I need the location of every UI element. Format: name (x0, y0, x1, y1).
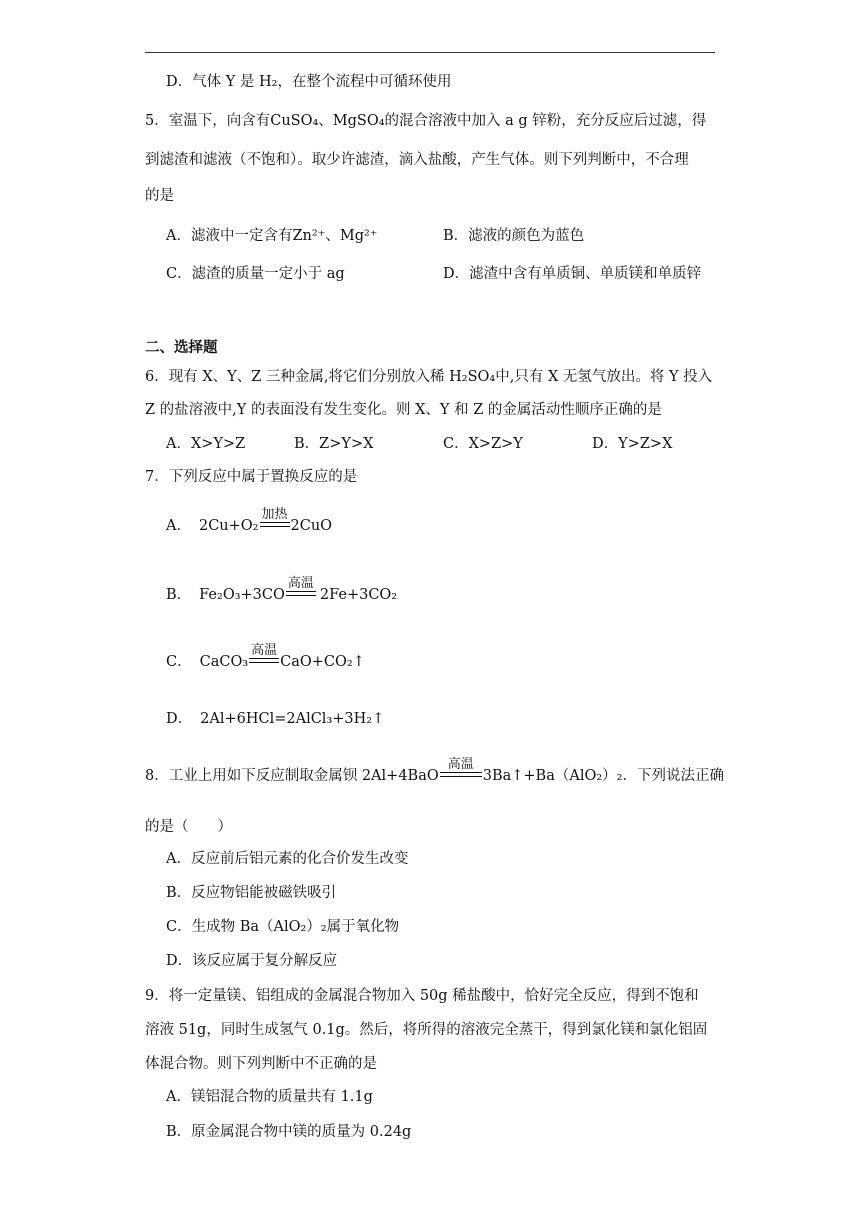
reaction-condition-arrow (286, 576, 316, 601)
q6-option-a[interactable]: A．X>Y>Z (166, 436, 246, 452)
reaction-condition-text: 加热 (261, 507, 288, 522)
section-heading: 二、选择题 (145, 339, 218, 356)
q5-stem-line1: 5．室温下，向含有CuSO₄、MgSO₄的混合溶液中加入 a g 锌粉，充分反应后过滤，得 (145, 113, 707, 129)
reaction-condition-arrow (260, 507, 290, 532)
q5-option-d[interactable]: D．滤渣中含有单质铜、单质镁和单质锌 (443, 266, 702, 282)
q7-option-d-equation: 2Al+6HCl=2AlCl₃+3H₂↑ (200, 711, 385, 727)
q7-stem: 7．下列反应中属于置换反应的是 (145, 469, 358, 485)
q7-option-b-label: B． (166, 587, 192, 603)
reaction-condition-arrow (440, 757, 482, 782)
q6-stem-line2: Z 的盐溶液中,Y 的表面没有发生变化。则 X、Y 和 Z 的金属活动性顺序正确的是 (145, 402, 662, 418)
q7-option-b[interactable] (166, 576, 398, 605)
q7-option-d-label: D． (166, 711, 193, 727)
q9-option-a[interactable]: A．镁铝混合物的质量共有 1.1g (166, 1089, 373, 1105)
q7-option-c-products: CaO+CO₂↑ (280, 654, 365, 670)
q8-stem-left: 8．工业上用如下反应制取金属钡 2Al+4BaO (145, 768, 439, 784)
header-rule (145, 52, 715, 53)
q7-option-a-reactants: 2Cu+O₂ (198, 518, 259, 534)
q8-option-c[interactable]: C．生成物 Ba（AlO₂）₂属于氧化物 (166, 919, 400, 935)
q8-option-d[interactable]: D．该反应属于复分解反应 (166, 953, 338, 969)
q5-option-b[interactable]: B．滤液的颜色为蓝色 (443, 228, 585, 244)
q9-stem-line1: 9．将一定量镁、铝组成的金属混合物加入 50g 稀盐酸中，恰好完全反应，得到不饱和 (145, 988, 699, 1004)
q5-option-c[interactable]: C．滤渣的质量一定小于 ag (166, 266, 345, 282)
q9-stem-line2: 溶液 51g，同时生成氢气 0.1g。然后，将所得的溶液完全蒸干，得到氯化镁和氯化铝固 (145, 1022, 708, 1038)
q7-option-a[interactable] (166, 507, 333, 536)
q8-stem-line1 (145, 757, 724, 786)
q7-option-c[interactable] (166, 643, 365, 672)
q4-option-d[interactable]: D．气体 Y 是 H₂，在整个流程中可循环使用 (166, 74, 452, 90)
reaction-condition-text: 高温 (251, 643, 278, 658)
q8-stem-right: 3Ba↑+Ba（AlO₂）₂．下列说法正确 (482, 768, 724, 784)
reaction-condition-arrow (249, 643, 279, 668)
q8-option-a[interactable]: A．反应前后铝元素的化合价发生改变 (166, 851, 409, 867)
q5-stem-line3: 的是 (145, 188, 174, 204)
reaction-condition-text: 高温 (287, 576, 314, 591)
q9-stem-line3: 体混合物。则下列判断中不正确的是 (145, 1056, 377, 1072)
q7-option-a-products: 2CuO (290, 518, 333, 534)
q7-option-b-reactants: Fe₂O₃+3CO (199, 587, 285, 603)
q7-option-a-label: A． (166, 518, 191, 534)
q8-stem-line2: 的是（ ） (145, 819, 232, 835)
q9-option-b[interactable]: B．原金属混合物中镁的质量为 0.24g (166, 1124, 412, 1140)
q7-option-d[interactable] (166, 709, 384, 729)
q6-option-b[interactable]: B．Z>Y>X (294, 436, 374, 452)
q6-option-c[interactable]: C．X>Z>Y (443, 436, 523, 452)
q6-option-d[interactable]: D．Y>Z>X (592, 436, 673, 452)
q7-option-c-label: C． (166, 654, 192, 670)
q7-option-b-products: 2Fe+3CO₂ (319, 587, 398, 603)
q7-option-c-reactants: CaCO₃ (199, 654, 249, 670)
q5-option-a[interactable]: A．滤液中一定含有Zn²⁺、Mg²⁺ (166, 228, 378, 244)
reaction-condition-text: 高温 (447, 757, 474, 772)
q5-stem-line2: 到滤渣和滤液（不饱和）。取少许滤渣，滴入盐酸，产生气体。则下列判断中，不合理 (145, 152, 689, 168)
q6-stem-line1: 6．现有 X、Y、Z 三种金属,将它们分别放入稀 H₂SO₄中,只有 X 无氢气放出。将 Y 投入 (145, 369, 713, 385)
q8-option-b[interactable]: B．反应物铝能被磁铁吸引 (166, 885, 337, 901)
